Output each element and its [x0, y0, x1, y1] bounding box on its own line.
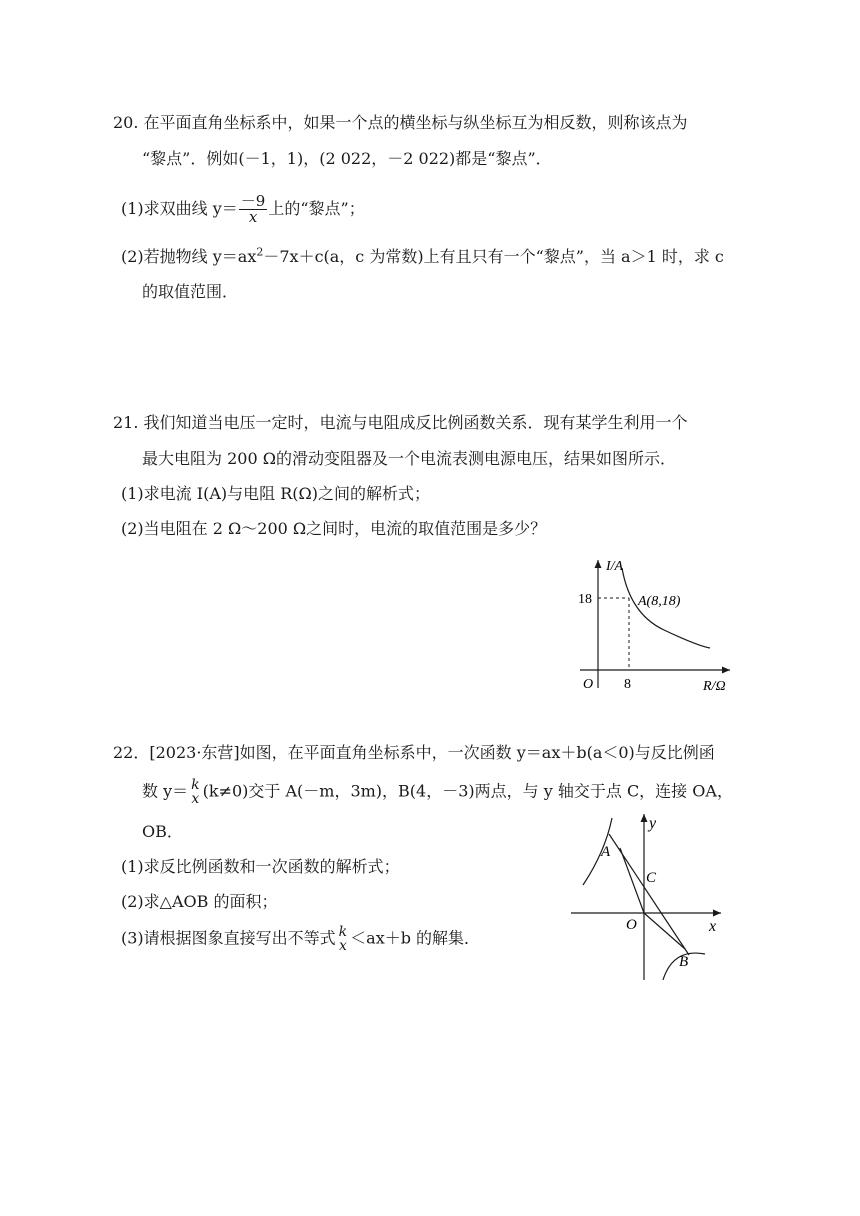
q21-part2: (2)当电阻在 2 Ω～200 Ω之间时，电流的取值范围是多少？ [121, 519, 547, 538]
q20-part1-denominator: x [248, 208, 258, 226]
q22-point-b-label: B [679, 954, 689, 970]
q21-stem-line1: 21. 我们知道当电压一定时，电流与电阻成反比例函数关系．现有某学生利用一个 [113, 413, 688, 432]
q22-part3 [121, 925, 480, 953]
q22-part3-suffix: ＜ax＋b 的解集． [350, 928, 481, 948]
q22-point-a-label: A [601, 844, 611, 860]
q22-stem-line3: OB． [142, 822, 183, 841]
q22-stem-numerator: k [191, 777, 200, 793]
q20-part2-prefix: (2)若抛物线 y＝ax [121, 247, 257, 266]
q22-part2: (2)求△AOB 的面积； [121, 892, 278, 911]
q21-part1: (1)求电流 I(A)与电阻 R(Ω)之间的解析式； [121, 484, 430, 503]
q22-stem-fraction [189, 778, 201, 806]
q22-x-axis-arrow [713, 910, 721, 917]
q22-part1: (1)求反比例函数和一次函数的解析式； [121, 857, 400, 876]
q20-part2-suffix: －7x＋c(a，c 为常数)上有且只有一个“黎点”，当 a＞1 时，求 c [263, 247, 724, 266]
q20-stem-line2: “黎点”．例如(－1，1)，(2 022，－2 022)都是“黎点”． [142, 149, 552, 168]
q22-stem-denominator: x [191, 791, 200, 807]
q22-y-axis-label: y [649, 815, 657, 832]
q22-stem-line2 [142, 778, 733, 806]
q20-part2-exponent: 2 [256, 245, 264, 259]
q21-y-axis-label: I/A [606, 559, 624, 574]
q21-origin-label: O [583, 677, 594, 692]
q20-part1-numerator: －9 [240, 192, 266, 210]
q21-stem-line2: 最大电阻为 200 Ω的滑动变阻器及一个电流表测电源电压，结果如图所示． [142, 449, 676, 468]
q20-part1-prefix: (1)求双曲线 y＝ [121, 199, 238, 218]
q20-part2 [121, 245, 724, 269]
q21-x-tick-label: 8 [624, 677, 631, 692]
q22-stem-line1: 22．[2023·东营]如图，在平面直角坐标系中，一次函数 y＝ax＋b(a＜0)与反比例函 [113, 743, 715, 762]
q22-part3-fraction [337, 925, 349, 953]
q21-x-axis-arrow [722, 667, 730, 674]
q22-point-c-label: C [646, 870, 657, 886]
q22-origin-label: O [626, 917, 637, 933]
q22-stem-suffix: (k≠0)交于 A(－m，3m)，B(4，－3)两点，与 y 轴交于点 C，连接 OA， [202, 781, 733, 801]
q20-part1 [121, 194, 365, 225]
q22-x-axis-label: x [709, 918, 717, 935]
q21-y-axis-arrow [595, 560, 602, 568]
q22-part3-numerator: k [338, 924, 348, 940]
q22-part3-prefix: (3)请根据图象直接写出不等式 [121, 928, 336, 948]
q21-y-tick-label: 18 [578, 592, 592, 607]
q21-x-axis-label: R/Ω [703, 679, 726, 694]
q22-stem-prefix: 数 y＝ [142, 781, 189, 801]
q22-part3-denominator: x [338, 938, 347, 954]
q20-part1-fraction [239, 194, 268, 225]
q21-current-resistance-graph [570, 552, 740, 697]
q22-y-axis-arrow [641, 814, 648, 822]
q20-part2-line2: 的取值范围． [142, 282, 239, 301]
q21-point-a-label: A(8,18) [638, 594, 681, 609]
q22-coordinate-graph [565, 808, 730, 986]
q20-part1-suffix: 上的“黎点”； [268, 199, 365, 218]
q20-stem-line1: 20. 在平面直角坐标系中，如果一个点的横坐标与纵坐标互为相反数，则称该点为 [113, 113, 688, 132]
